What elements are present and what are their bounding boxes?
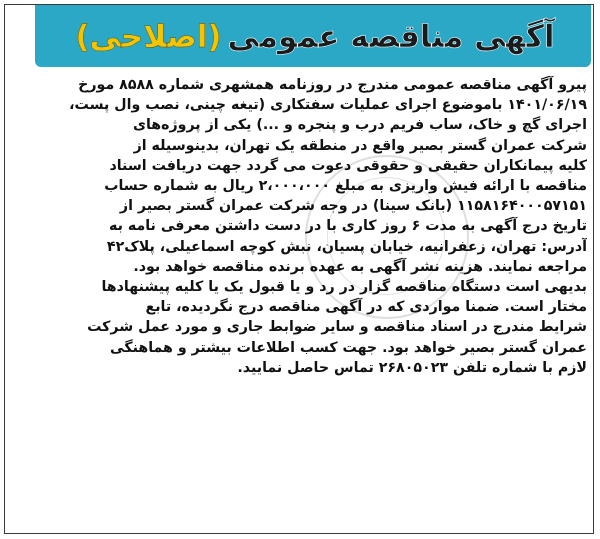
body-line: بدیهی است دستگاه مناقصه گزار در رد و یا قبول یک یا کلیه پیشنهادها [101, 279, 587, 296]
title-sub: (اصلاحی) [75, 19, 222, 55]
body-line: مختار است. ضمنا مواردی که در آگهی مناقصه درج نگردیده، تابع [145, 299, 587, 316]
ad-title [75, 19, 554, 55]
body-line: شرایط مندرج در اسناد مناقصه و سایر ضوابط جاری و مورد عمل شرکت [87, 319, 587, 336]
body-line: ۱۴۰۱/۰۶/۱۹ باموضوع اجرای عملیات سفتکاری (تیغه چینی، نصب وال پست، [69, 97, 587, 114]
body-line: پیرو آگهی مناقصه عمومی مندرج در روزنامه همشهری شماره ۸۵۸۸ مورخ [78, 77, 587, 93]
body-line: اجرای گچ و خاک، ساب فریم درب و پنجره و ...) یکی از پروژه‌های [132, 117, 587, 134]
body-line: آدرس: تهران، زعفرانیه، خیابان پسیان، نبش کوچه اسماعیلی، پلاک۴۲ [106, 238, 587, 255]
body-line: لازم با شماره تلفن ۲۶۸۰۵۰۲۳ تماس حاصل نمایید. [237, 359, 587, 376]
body-line: شرکت عمران گستر بصیر واقع در منطقه یک تهران، بدینوسیله از [133, 137, 587, 154]
title-main: آگهی مناقصه عمومی [227, 19, 555, 55]
body-line: تاریخ درج آگهی به مدت ۶ روز کاری با در دست داشتن معرفی نامه به [108, 218, 587, 235]
body-line: عمران گستر بصیر خواهد بود. جهت کسب اطلاعات بیشتر و هماهنگی [109, 339, 587, 356]
body-line: ۱۱۵۸۱۶۴۰۰۰۵۷۱۵۱ (بانک سینا) در وجه شرکت عمران گستر بصیر از [119, 198, 587, 215]
body-line: مناقصه با ارائه فیش واریزی به مبلغ ۲،۰۰۰،۰۰۰ ریال به شماره حساب [104, 178, 587, 195]
advertisement-frame [4, 4, 594, 534]
body-line: مراجعه نمایند. هزینه نشر آگهی به عهده برنده مناقصه خواهد بود. [133, 258, 587, 275]
title-block [45, 11, 585, 63]
ad-body [17, 75, 587, 378]
body-line: کلیه پیمانکاران حقیقی و حقوقی دعوت می گردد جهت دریافت اسناد [109, 157, 587, 174]
